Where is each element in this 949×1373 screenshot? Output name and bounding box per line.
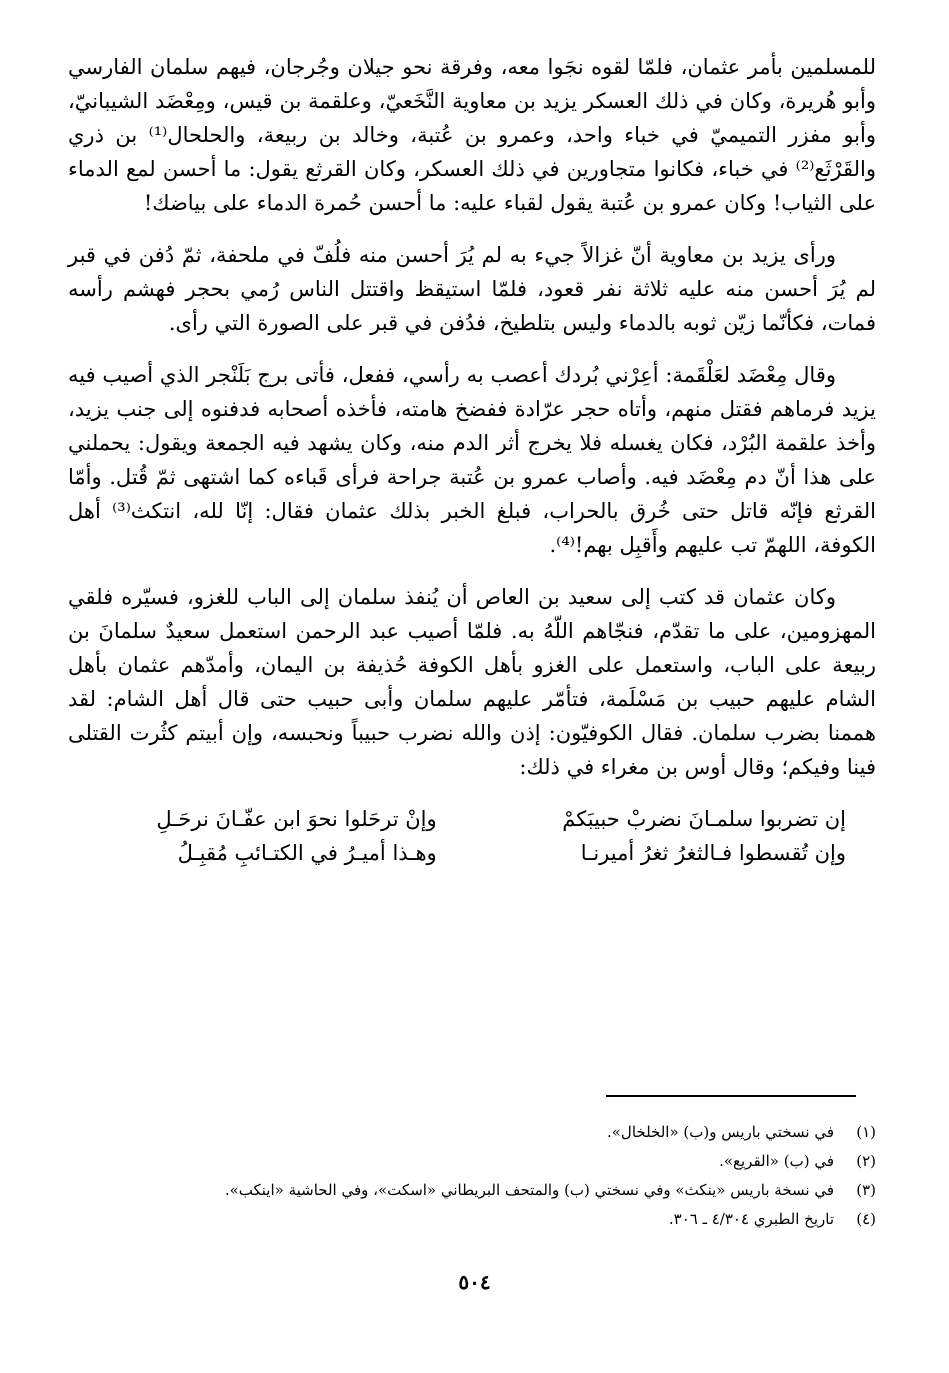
footnote-1-number: (١) (856, 1123, 876, 1141)
footnote-2 (68, 1147, 876, 1176)
poem (68, 802, 876, 870)
poem-line-1-first-hemistich: إن تضربوا سلمـانَ نضربْ حبيبَكمْ (562, 807, 846, 831)
poem-line-2-second-hemistich: وهـذا أميـرُ في الكتـائبِ مُقبِـلُ (177, 841, 437, 865)
footnote-3-number: (٣) (856, 1181, 876, 1199)
footnote-separator (606, 1095, 856, 1097)
footnote-1 (68, 1118, 876, 1147)
poem-line-1 (68, 802, 876, 836)
paragraph-2: ورأى يزيد بن معاوية أنّ غزالاً جيء به لم يُرَ أحسن منه فلُفّ في ملحفة، ثمّ دُفن في قبر لم يُرَ أحسن منه عليه ثلاثة نفر قعود، فلمّا استيقظ واقتتل الناس رُمي بحجر فهشم رأسه فمات، فكأنّما زيّن ثوبه بالدماء وليس بتلطيخ، فدُفن في قبر على الصورة التي رأى. (68, 243, 876, 335)
paragraph-4: وكان عثمان قد كتب إلى سعيد بن العاص أن يُنفذ سلمان إلى الباب للغزو، فسيّره فلقي المهزومين، على ما تقدّم، فنجّاهم اللّهُ به. فلمّا أصيب عبد الرحمن استعمل سعيدٌ سلمانَ بن ربيعة على الباب، واستعمل على الغزو بأهل الكوفة حُذيفة بن اليمان، وأمدّهم عثمان بأهل الشام عليهم حبيب بن مَسْلَمة، فتأمّر عليهم سلمان وأبى حبيب حتى قال أهل الشام: لقد هممنا بضرب سلمان. فقال الكوفيّون: إذن والله نضرب حبيباً ونحبسه، وإن أبيتم كثُرت القتلى فينا وفيكم؛ وقال أوس بن مغراء في ذلك: (68, 585, 876, 779)
footnote-3-text: في نسخة باريس «ينكث» وفي نسختي (ب) والمتحف البريطاني «اسكت»، وفي الحاشية «اينكب». (224, 1181, 834, 1199)
paragraph-3: وقال مِعْضَد لعَلْقَمة: أعِرْني بُردك أعصب به رأسي، ففعل، فأتى برج بَلَنْجر الذي أصيب فيه يزيد فرماهم فقتل منهم، وأتاه حجر عرّادة ففضخ هامته، فأخذه أصحابه فدفنوه إلى جنب يزيد، وأخذ علقمة البُرْد، فكان يغسله فلا يخرج أثر الدم منه، وكان يشهد فيه الجمعة ويقول: يحملني على هذا أنّ دم مِعْضَد فيه. وأصاب عمرو بن عُتبة جراحة فرأى قَباءه كما اشتهى ثمّ قُتل. وأمّا القرثع فإنّه قاتل حتى خُرق بالحراب، فبلغ الخبر بذلك عثمان فقال: إنّا لله، انتكث⁽³⁾ أهل الكوفة، اللهمّ تب عليهم وأَقبِل بهم!⁽⁴⁾. (68, 363, 876, 557)
page-body (68, 50, 876, 870)
footnote-2-text: في (ب) «القريع». (719, 1152, 834, 1170)
footnote-4 (68, 1205, 876, 1234)
footnote-1-text: في نسختي باريس و(ب) «الخلخال». (606, 1123, 834, 1141)
poem-line-1-second-hemistich: وإنْ ترحَلوا نحوَ ابن عفّـانَ نرحَـلِ (156, 807, 437, 831)
footnote-4-number: (٤) (856, 1210, 876, 1228)
footnote-3 (68, 1176, 876, 1205)
footnotes (68, 1118, 876, 1234)
paragraph-1: للمسلمين بأمر عثمان، فلمّا لقوه نجَوا معه، وفرقة نحو جيلان وجُرجان، فيهم سلمان الفارسي وأبو هُريرة، وكان في ذلك العسكر يزيد بن معاوية النَّخَعيّ، وعلقمة بن قيس، ومِعْضَد الشيبانيّ، وأبو مفزر التميميّ في خباء واحد، وعمرو بن عُتبة، وخالد بن ربيعة، والحلحال⁽¹⁾ بن ذري والقَرْثَع⁽²⁾ في خباء، فكانوا متجاورين في ذلك العسكر، وكان القرثع يقول: ما أحسن لمع الدماء على الثياب! وكان عمرو بن عُتبة يقول لقباء عليه: ما أحسن حُمرة الدماء على بياضك! (68, 55, 876, 215)
poem-line-2 (68, 836, 876, 870)
footnote-2-number: (٢) (856, 1152, 876, 1170)
poem-line-2-first-hemistich: وإن تُقسطوا فـالثغرُ ثغرُ أميرنـا (580, 841, 846, 865)
page-number: ٥٠٤ (458, 1270, 491, 1294)
footnote-4-text: تاريخ الطبري ٤/٣٠٤ ـ ٣٠٦. (668, 1210, 834, 1228)
